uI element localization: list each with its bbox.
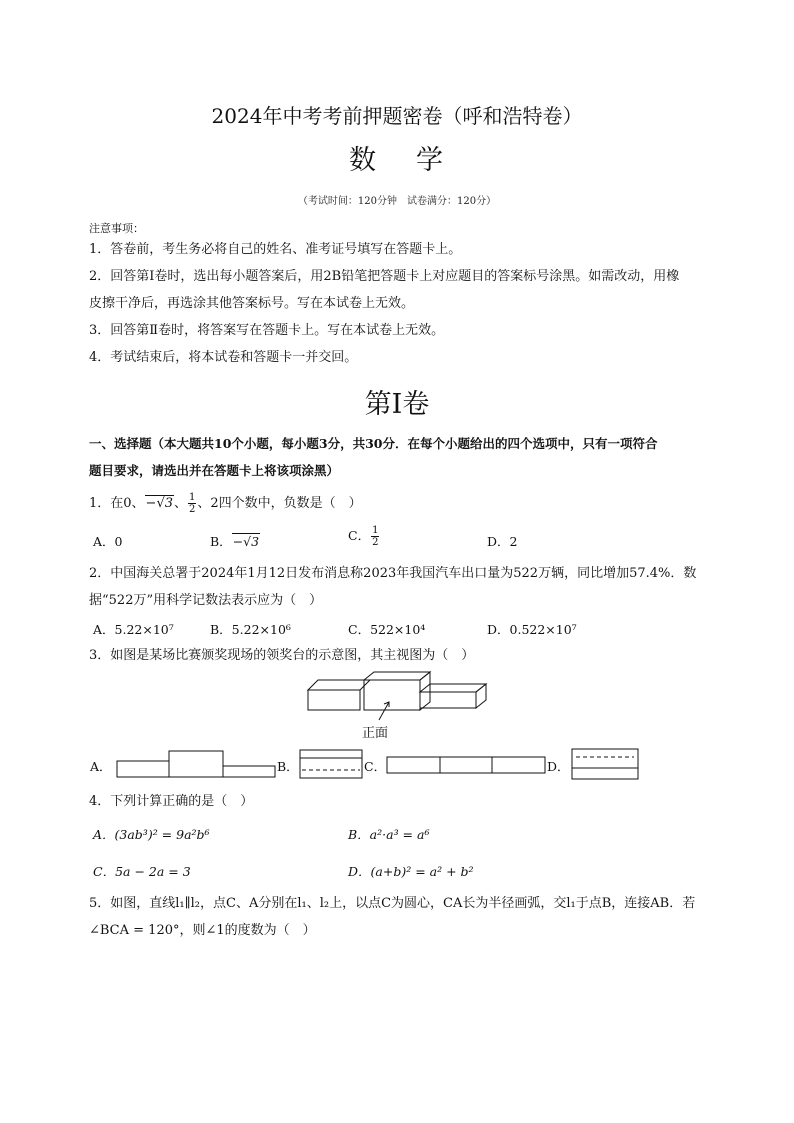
subject-char-1: 数 — [349, 145, 378, 176]
q1-fraction — [188, 492, 196, 515]
question-2-line2: 据“522万”用科学记数法表示应为（ ） — [89, 593, 323, 608]
q1-stem-start: 1．在0、 — [89, 496, 145, 511]
q3-option-b-figure[interactable] — [298, 748, 364, 780]
question-2-line1: 2．中国海关总署于2024年1月12日发布消息称2023年我国汽车出口量为522万辆，同比增加57.4%．数 — [89, 566, 697, 581]
notice-item-1: 1．答卷前，考生务必将自己的姓名、准考证号填写在答题卡上。 — [89, 242, 462, 257]
q3-option-d-figure[interactable] — [570, 747, 640, 781]
subject-title — [0, 138, 794, 177]
q4-option-b[interactable]: B．a²·a³ = a⁶ — [348, 827, 430, 842]
q1-option-d[interactable]: D．2 — [487, 534, 518, 549]
q3-option-d-label[interactable]: D． — [547, 759, 570, 774]
notice-item-2-cont: 皮擦干净后，再选涂其他答案标号。写在本试卷上无效。 — [89, 296, 415, 311]
q3-option-c-label[interactable]: C． — [364, 759, 387, 774]
q2-option-a[interactable]: A．5.22×10⁷ — [93, 622, 174, 637]
q4-option-d[interactable]: D．(a+b)² = a² + b² — [348, 864, 474, 879]
q1-option-c[interactable] — [348, 525, 380, 548]
notice-item-4: 4．考试结束后，将本试卷和答题卡一并交回。 — [89, 350, 358, 365]
q4-option-a[interactable]: A．(3ab³)² = 9a²b⁶ — [93, 827, 210, 842]
notice-item-2: 2．回答第Ⅰ卷时，选出每小题答案后，用2B铅笔把答题卡上对应题目的答案标号涂黑。如需改动，用橡 — [89, 269, 680, 284]
q1-fraction-denominator: 2 — [189, 504, 196, 515]
q3-option-a-label[interactable]: A． — [90, 759, 112, 774]
question-1-stem — [89, 492, 362, 515]
section-instructions-line1: 一、选择题（本大题共10个小题，每小题3分，共30分．在每个小题给出的四个选项中，只有一项符合 — [89, 436, 658, 451]
q2-option-d[interactable]: D．0.522×10⁷ — [487, 622, 577, 637]
q1-option-b-label: B． — [210, 534, 232, 549]
front-view-label: 正面 — [362, 726, 389, 741]
q3-option-c-figure[interactable] — [385, 755, 547, 775]
q1-option-c-denominator: 2 — [372, 537, 379, 548]
q1-option-a[interactable]: A．0 — [93, 534, 123, 549]
q1-stem-end: 、2四个数中，负数是（ ） — [197, 496, 362, 511]
question-5-line1: 5．如图，直线l₁∥l₂，点C、A分别在l₁、l₂上，以点C为圆心，CA长为半径画弧，交l₁于点B，连接AB．若 — [89, 896, 696, 911]
exam-time-info: （考试时间：120分钟 试卷满分：120分） — [297, 196, 497, 207]
q2-option-b[interactable]: B．5.22×10⁶ — [210, 622, 291, 637]
notice-heading: 注意事项： — [89, 222, 144, 235]
q2-option-c[interactable]: C．522×10⁴ — [348, 622, 426, 637]
q1-option-c-label: C． — [348, 528, 371, 543]
volume-title: 第Ⅰ卷 — [364, 389, 430, 420]
question-3-stem: 3．如图是某场比赛颁奖现场的领奖台的示意图，其主视图为（ ） — [89, 648, 475, 663]
q1-fraction-numerator: 1 — [189, 492, 196, 503]
notice-item-3: 3．回答第Ⅱ卷时，将答案写在答题卡上。写在本试卷上无效。 — [89, 323, 445, 338]
q3-option-a-figure[interactable] — [115, 749, 277, 779]
q3-option-b-label[interactable]: B． — [277, 759, 299, 774]
question-5-line2: ∠BCA = 120°，则∠1的度数为（ ） — [89, 923, 316, 938]
q1-option-c-fraction — [371, 525, 379, 548]
q1-neg-sqrt3: −√3 — [145, 496, 173, 511]
section-instructions-line2: 题目要求，请选出并在答题卡上将该项涂黑） — [89, 463, 340, 478]
question-4-stem: 4．下列计算正确的是（ ） — [89, 794, 254, 809]
q1-separator: 、 — [174, 496, 188, 511]
q1-option-b[interactable] — [210, 532, 260, 550]
podium-figure — [300, 666, 500, 722]
q1-option-b-value: −√3 — [232, 534, 260, 549]
q4-option-c[interactable]: C．5a − 2a = 3 — [93, 864, 191, 879]
q1-option-c-numerator: 1 — [372, 525, 379, 536]
subject-char-2: 学 — [416, 145, 445, 176]
exam-title: 2024年中考考前押题密卷（呼和浩特卷） — [211, 104, 583, 128]
